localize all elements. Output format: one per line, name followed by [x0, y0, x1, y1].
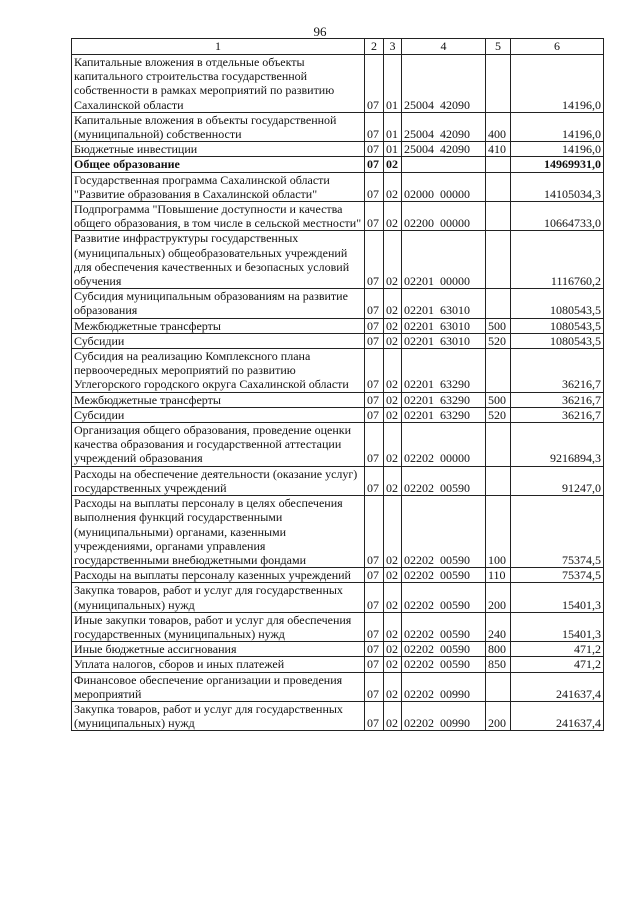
cell-amount: 14105034,3 [511, 172, 604, 201]
cell-expense-type [486, 202, 511, 231]
cell-amount: 75374,5 [511, 568, 604, 583]
cell-target-article: 02202 00590 [402, 657, 486, 672]
cell-subsection: 02 [384, 496, 402, 568]
cell-section: 07 [365, 642, 384, 657]
col-header-section: 2 [365, 39, 384, 55]
cell-expense-type [486, 672, 511, 701]
table-row [72, 423, 604, 467]
cell-name: Организация общего образования, проведение оценки качества образования и государственной аттестации учреждений образования [72, 423, 365, 467]
table-row [72, 642, 604, 657]
cell-name: Расходы на обеспечение деятельности (оказание услуг) государственных учреждений [72, 466, 365, 495]
table-row [72, 318, 604, 333]
cell-subsection: 02 [384, 701, 402, 730]
cell-subsection: 01 [384, 112, 402, 141]
cell-target-article: 02202 00990 [402, 701, 486, 730]
cell-target-article: 02202 00590 [402, 642, 486, 657]
table-row [72, 583, 604, 612]
cell-subsection: 02 [384, 423, 402, 467]
cell-target-article: 02201 63290 [402, 349, 486, 393]
cell-target-article: 02201 00000 [402, 231, 486, 289]
cell-expense-type [486, 157, 511, 172]
cell-name: Развитие инфраструктуры государственных (муниципальных) общеобразовательных учреждений для обеспечения качественных и безопасных условий обучения [72, 231, 365, 289]
cell-amount: 471,2 [511, 657, 604, 672]
cell-subsection: 02 [384, 333, 402, 348]
col-header-expense-type: 5 [486, 39, 511, 55]
cell-section: 07 [365, 568, 384, 583]
page-number: 96 [313, 24, 327, 39]
header-row [72, 39, 604, 55]
cell-amount: 1080543,5 [511, 318, 604, 333]
table-row [72, 466, 604, 495]
cell-name: Капитальные вложения в объекты государственной (муниципальной) собственности [72, 112, 365, 141]
cell-expense-type: 240 [486, 612, 511, 641]
cell-name: Субсидии [72, 333, 365, 348]
table-row [72, 657, 604, 672]
cell-subsection: 02 [384, 568, 402, 583]
cell-section: 07 [365, 112, 384, 141]
cell-name: Бюджетные инвестиции [72, 142, 365, 157]
table-row [72, 672, 604, 701]
table-row [72, 612, 604, 641]
cell-target-article [402, 157, 486, 172]
cell-subsection: 02 [384, 231, 402, 289]
cell-subsection: 02 [384, 172, 402, 201]
cell-name: Субсидия на реализацию Комплексного плана первоочередных мероприятий по развитию Углегорского городского округа Сахалинской области [72, 349, 365, 393]
cell-expense-type: 520 [486, 407, 511, 422]
cell-target-article: 25004 42090 [402, 112, 486, 141]
cell-target-article: 02000 00000 [402, 172, 486, 201]
cell-section: 07 [365, 349, 384, 393]
cell-subsection: 02 [384, 318, 402, 333]
cell-name: Межбюджетные трансферты [72, 318, 365, 333]
cell-subsection: 02 [384, 349, 402, 393]
cell-name: Иные бюджетные ассигнования [72, 642, 365, 657]
cell-name: Закупка товаров, работ и услуг для государственных (муниципальных) нужд [72, 701, 365, 730]
cell-target-article: 25004 42090 [402, 142, 486, 157]
cell-amount: 14969931,0 [511, 157, 604, 172]
cell-name: Финансовое обеспечение организации и проведения мероприятий [72, 672, 365, 701]
table-row [72, 289, 604, 318]
cell-section: 07 [365, 231, 384, 289]
cell-subsection: 02 [384, 583, 402, 612]
cell-name: Иные закупки товаров, работ и услуг для обеспечения государственных (муниципальных) нужд [72, 612, 365, 641]
cell-target-article: 25004 42090 [402, 55, 486, 113]
cell-subsection: 02 [384, 642, 402, 657]
cell-expense-type [486, 466, 511, 495]
cell-expense-type: 520 [486, 333, 511, 348]
cell-target-article: 02201 63290 [402, 407, 486, 422]
cell-amount: 14196,0 [511, 55, 604, 113]
cell-section: 07 [365, 318, 384, 333]
cell-section: 07 [365, 202, 384, 231]
cell-section: 07 [365, 423, 384, 467]
cell-section: 07 [365, 142, 384, 157]
cell-section: 07 [365, 289, 384, 318]
cell-subsection: 02 [384, 157, 402, 172]
cell-amount: 1116760,2 [511, 231, 604, 289]
cell-amount: 14196,0 [511, 112, 604, 141]
cell-name: Закупка товаров, работ и услуг для государственных (муниципальных) нужд [72, 583, 365, 612]
cell-name: Субсидии [72, 407, 365, 422]
table-row [72, 172, 604, 201]
cell-name: Межбюджетные трансферты [72, 392, 365, 407]
cell-section: 07 [365, 157, 384, 172]
cell-target-article: 02202 00000 [402, 423, 486, 467]
col-header-target-article: 4 [402, 39, 486, 55]
cell-target-article: 02202 00990 [402, 672, 486, 701]
cell-section: 07 [365, 583, 384, 612]
cell-section: 07 [365, 392, 384, 407]
cell-expense-type: 500 [486, 318, 511, 333]
table-row [72, 407, 604, 422]
cell-section: 07 [365, 612, 384, 641]
table-row [72, 157, 604, 172]
cell-subsection: 02 [384, 657, 402, 672]
table-row [72, 55, 604, 113]
cell-name: Субсидия муниципальным образованиям на развитие образования [72, 289, 365, 318]
cell-amount: 14196,0 [511, 142, 604, 157]
cell-section: 07 [365, 172, 384, 201]
table-row [72, 568, 604, 583]
cell-amount: 15401,3 [511, 583, 604, 612]
cell-amount: 1080543,5 [511, 333, 604, 348]
cell-name: Государственная программа Сахалинской области "Развитие образования в Сахалинской области" [72, 172, 365, 201]
cell-expense-type: 800 [486, 642, 511, 657]
cell-target-article: 02201 63290 [402, 392, 486, 407]
cell-subsection: 01 [384, 142, 402, 157]
cell-target-article: 02202 00590 [402, 466, 486, 495]
cell-section: 07 [365, 55, 384, 113]
table-row [72, 701, 604, 730]
table-row [72, 496, 604, 568]
cell-target-article: 02201 63010 [402, 289, 486, 318]
cell-subsection: 02 [384, 407, 402, 422]
cell-amount: 9216894,3 [511, 423, 604, 467]
cell-target-article: 02201 63010 [402, 318, 486, 333]
cell-subsection: 02 [384, 392, 402, 407]
cell-expense-type [486, 289, 511, 318]
table-row [72, 142, 604, 157]
table-row [72, 333, 604, 348]
cell-expense-type [486, 349, 511, 393]
cell-expense-type [486, 231, 511, 289]
cell-expense-type [486, 423, 511, 467]
cell-expense-type: 110 [486, 568, 511, 583]
cell-section: 07 [365, 496, 384, 568]
cell-name: Расходы на выплаты персоналу в целях обеспечения выполнения функций государственными (муниципальными) органами, казенными учреждениями, органами управления государственными внебюджетными фондами [72, 496, 365, 568]
cell-expense-type: 850 [486, 657, 511, 672]
cell-name: Капитальные вложения в отдельные объекты капитального строительства государственной собственности в рамках мероприятий по развитию Сахалинской области [72, 55, 365, 113]
cell-section: 07 [365, 657, 384, 672]
table-row [72, 392, 604, 407]
cell-name: Подпрограмма "Повышение доступности и качества общего образования, в том числе в сельской местности" [72, 202, 365, 231]
cell-expense-type: 100 [486, 496, 511, 568]
cell-name: Расходы на выплаты персоналу казенных учреждений [72, 568, 365, 583]
table-row [72, 202, 604, 231]
cell-amount: 10664733,0 [511, 202, 604, 231]
cell-amount: 91247,0 [511, 466, 604, 495]
cell-target-article: 02202 00590 [402, 583, 486, 612]
cell-subsection: 01 [384, 55, 402, 113]
cell-subsection: 02 [384, 289, 402, 318]
cell-section: 07 [365, 701, 384, 730]
cell-amount: 36216,7 [511, 407, 604, 422]
cell-target-article: 02202 00590 [402, 496, 486, 568]
cell-expense-type: 410 [486, 142, 511, 157]
table-row [72, 112, 604, 141]
cell-target-article: 02201 63010 [402, 333, 486, 348]
cell-amount: 15401,3 [511, 612, 604, 641]
cell-expense-type: 400 [486, 112, 511, 141]
cell-target-article: 02202 00590 [402, 568, 486, 583]
budget-table [71, 38, 604, 731]
cell-amount: 36216,7 [511, 349, 604, 393]
cell-section: 07 [365, 407, 384, 422]
cell-section: 07 [365, 333, 384, 348]
col-header-subsection: 3 [384, 39, 402, 55]
cell-amount: 471,2 [511, 642, 604, 657]
table-row [72, 349, 604, 393]
table-body [72, 55, 604, 731]
cell-subsection: 02 [384, 202, 402, 231]
cell-subsection: 02 [384, 466, 402, 495]
cell-name: Уплата налогов, сборов и иных платежей [72, 657, 365, 672]
cell-target-article: 02202 00590 [402, 612, 486, 641]
cell-subsection: 02 [384, 612, 402, 641]
cell-amount: 36216,7 [511, 392, 604, 407]
cell-subsection: 02 [384, 672, 402, 701]
cell-amount: 1080543,5 [511, 289, 604, 318]
table-row [72, 231, 604, 289]
cell-amount: 75374,5 [511, 496, 604, 568]
col-header-name: 1 [72, 39, 365, 55]
cell-expense-type: 200 [486, 701, 511, 730]
cell-amount: 241637,4 [511, 701, 604, 730]
cell-section: 07 [365, 672, 384, 701]
cell-name: Общее образование [72, 157, 365, 172]
cell-expense-type [486, 55, 511, 113]
cell-amount: 241637,4 [511, 672, 604, 701]
cell-expense-type: 200 [486, 583, 511, 612]
col-header-amount: 6 [511, 39, 604, 55]
cell-expense-type: 500 [486, 392, 511, 407]
cell-target-article: 02200 00000 [402, 202, 486, 231]
cell-expense-type [486, 172, 511, 201]
cell-section: 07 [365, 466, 384, 495]
